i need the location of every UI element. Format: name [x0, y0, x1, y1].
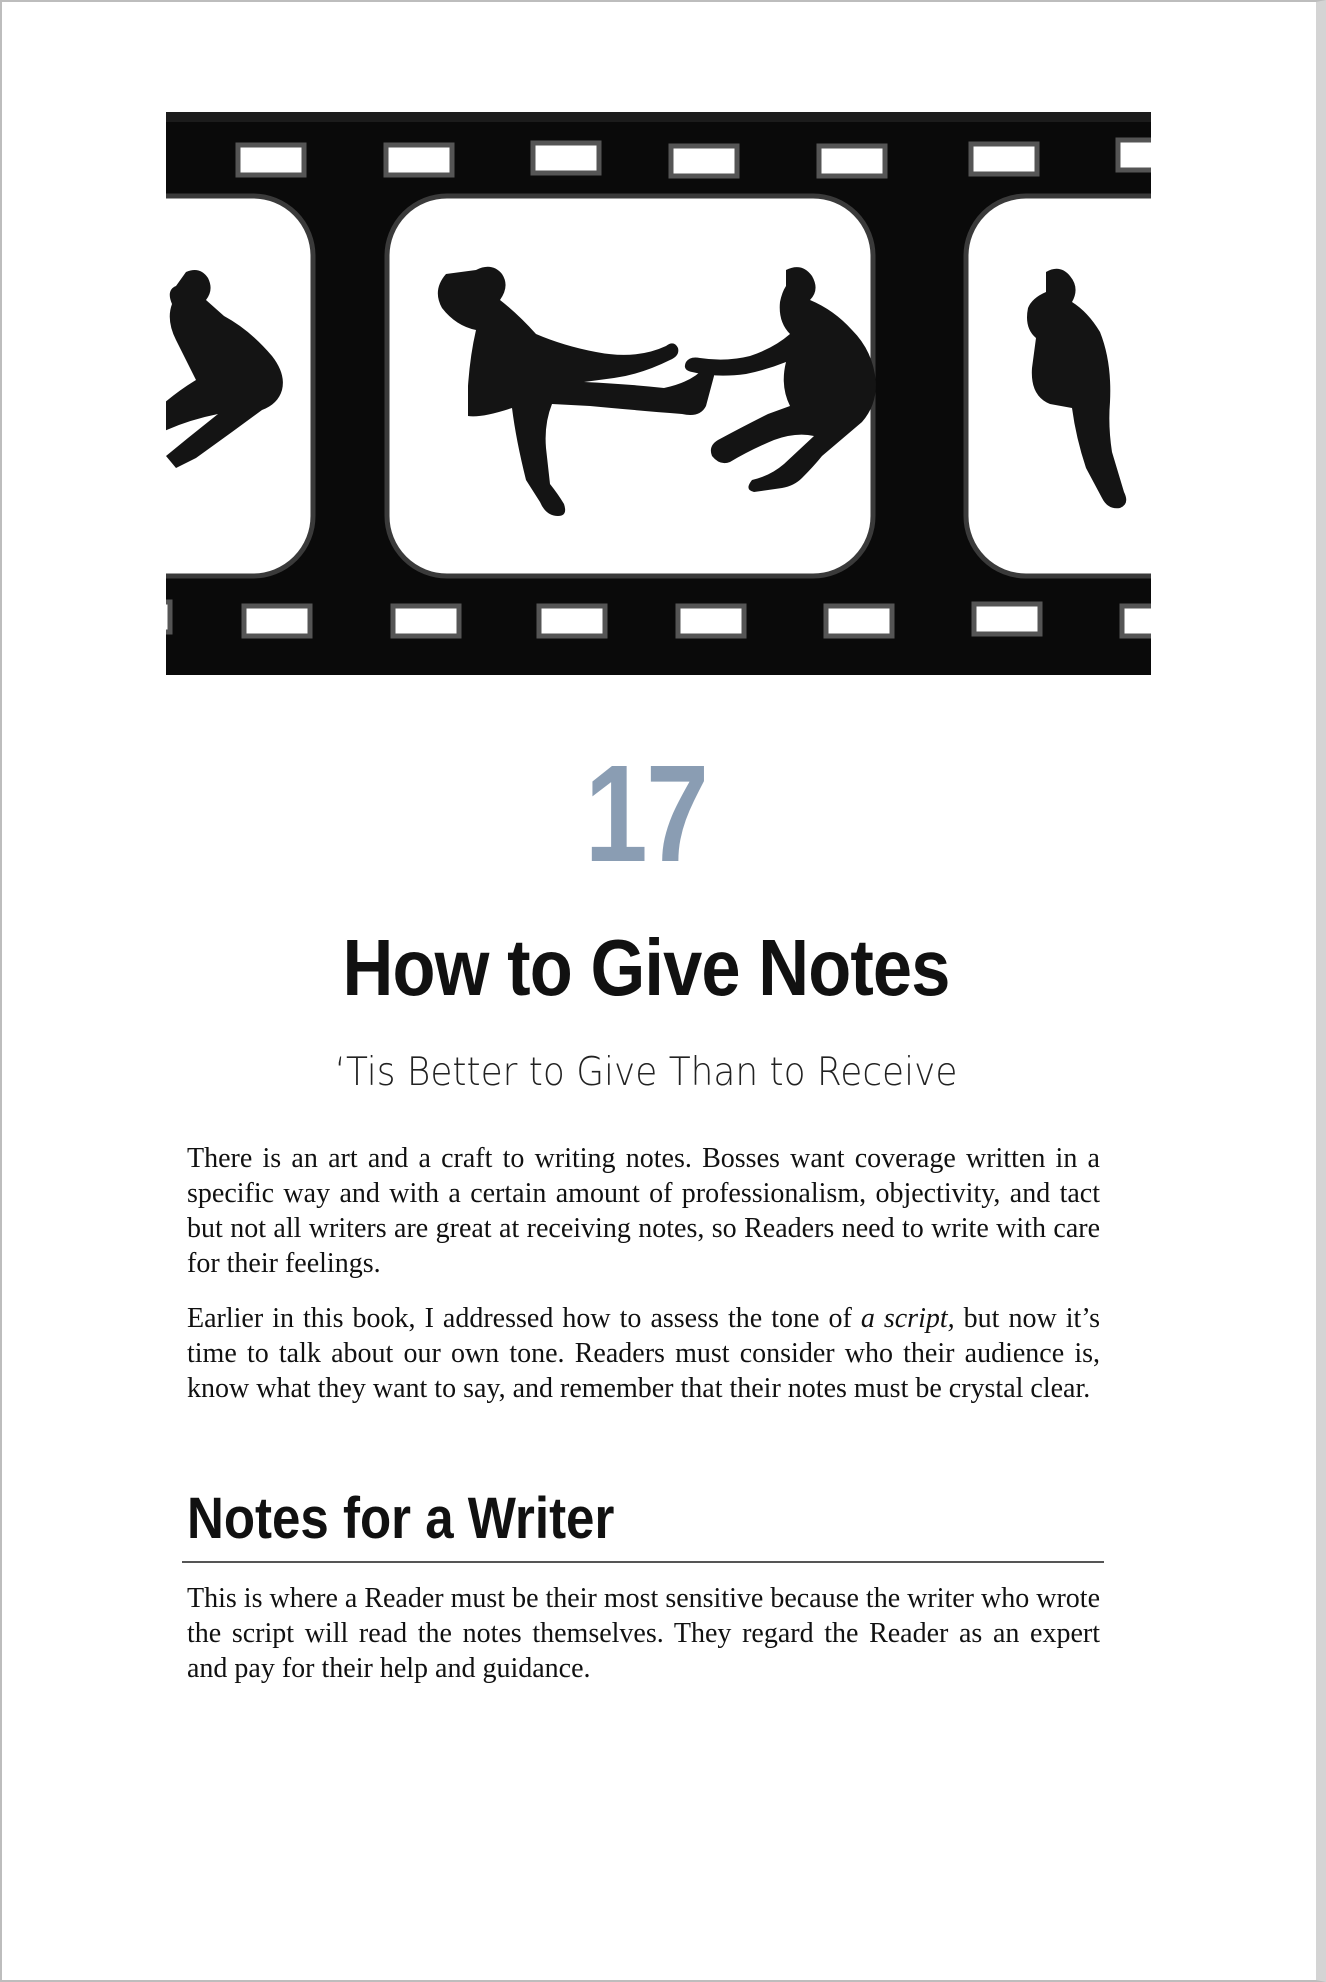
section-heading: Notes for a Writer [187, 1486, 615, 1551]
film-strip-illustration [166, 112, 1151, 675]
body-paragraph-2-italic: a script, [860, 1303, 955, 1334]
body-paragraph-2 [187, 1301, 1100, 1406]
section-divider [182, 1561, 1104, 1563]
body-paragraph-1: There is an art and a craft to writing notes. Bosses want coverage written in a specific way and with a certain amount of professionalism, objectivity, and tact but not all writers are great at receiving notes, so Readers need to write with care for their feelings. [187, 1143, 1100, 1279]
body-paragraph-2-text-a: Earlier in this book, I addressed how to assess the tone of [187, 1303, 861, 1334]
chapter-subtitle: ‘Tis Better to Give Than to Receive [334, 1050, 958, 1095]
body-paragraph-2-text-b: but now it’s time to talk about our own tone. Readers must consider who their audience is, know what they want to say, and remember that their notes must be crystal clear. [187, 1303, 1101, 1404]
chapter-title: How to Give Notes [342, 923, 950, 1012]
body-paragraph-3: This is where a Reader must be their most sensitive because the writer who wrote the script will read the notes themselves. They regard the Reader as an expert and pay for their help and guidance. [187, 1583, 1100, 1684]
chapter-number: 17 [584, 737, 708, 891]
